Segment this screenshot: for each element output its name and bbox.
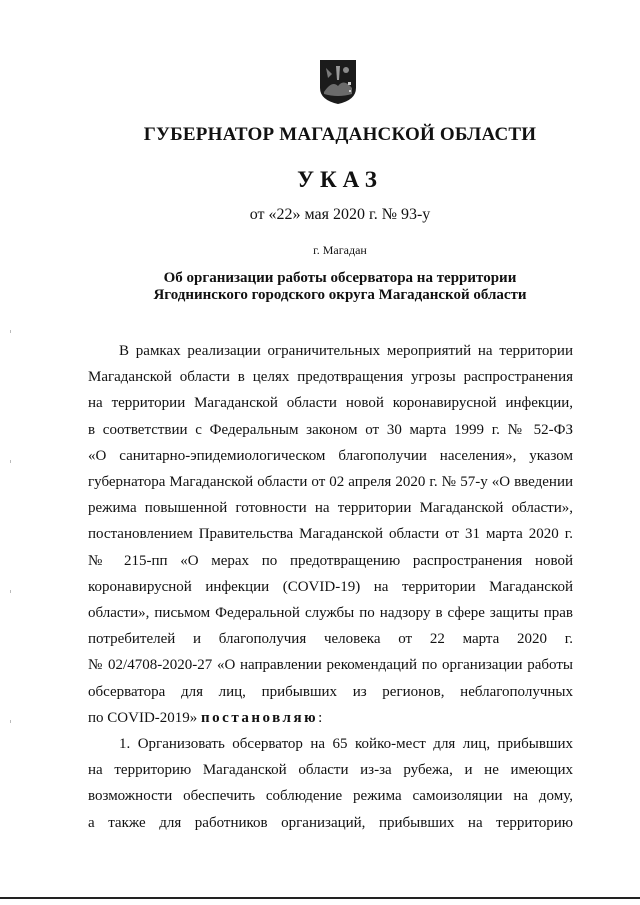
scan-speck [10, 590, 11, 593]
decree-operative-line [88, 705, 573, 731]
scan-speck [10, 460, 11, 463]
body-line: в соответствии с Федеральным законом от 30 марта 1999 г. № 52-ФЗ [88, 421, 573, 438]
item-line: возможности обеспечить соблюдение режима самоизоляции на дому, [88, 788, 573, 805]
document-type: УКАЗ [297, 167, 383, 192]
issuing-authority: ГУБЕРНАТОР МАГАДАНСКОЙ ОБЛАСТИ [143, 124, 537, 145]
item-line: 1. Организовать обсерватор на 65 койко-мест для лиц, прибывших [119, 736, 573, 753]
body-line: Магаданской области в целях предотвращения угрозы распространения [88, 369, 573, 386]
body-line: области», письмом Федеральной службы по надзору в сфере защиты прав [88, 605, 573, 622]
body-line: на территории Магаданской области новой коронавирусной инфекции, [88, 395, 573, 412]
body-line: коронавирусной инфекции (COVID-19) на территории Магаданской [88, 578, 573, 595]
operative-word: постановляю [201, 709, 319, 726]
item-line: а также для работников организаций, прибывших на территорию [88, 814, 573, 831]
scan-bottom-edge [0, 897, 640, 899]
body-line: потребителей и благополучия человека от 22 марта 2020 г. [88, 631, 573, 648]
scan-speck [10, 330, 11, 333]
body-line: губернатора Магаданской области от 02 апреля 2020 г. № 57-у «О введении [88, 474, 573, 491]
body-line: обсерватора для лиц, прибывших из регионов, неблагополучных [88, 683, 573, 700]
body-line: В рамках реализации ограничительных мероприятий на территории [119, 343, 573, 359]
body-line: «О санитарно-эпидемиологическом благополучии населения», указом [88, 447, 573, 464]
decree-body [88, 338, 573, 836]
item-line: на территорию Магаданской области из-за рубежа, и не имеющих [88, 762, 573, 779]
body-line: № 215-пп «О мерах по предотвращению распространения новой [88, 552, 573, 569]
date-and-number: от «22» мая 2020 г. № 93-у [249, 206, 431, 223]
decree-title-line: Об организации работы обсерватора на территории [163, 270, 517, 286]
body-line: постановлением Правительства Магаданской области от 31 марта 2020 г. [88, 526, 573, 543]
body-line: № 02/4708-2020-27 «О направлении рекомендаций по организации работы [88, 657, 573, 674]
decree-title [0, 270, 640, 304]
coat-of-arms-emblem [318, 58, 358, 106]
body-line: режима повышенной готовности на территории Магаданской области», [88, 500, 573, 517]
scan-speck [10, 720, 11, 723]
issue-city: г. Магадан [313, 243, 367, 257]
operative-prefix: по COVID-2019» [88, 709, 198, 726]
operative-suffix: : [318, 709, 323, 726]
decree-title-line: Ягоднинского городского округа Магаданской области [153, 287, 527, 303]
